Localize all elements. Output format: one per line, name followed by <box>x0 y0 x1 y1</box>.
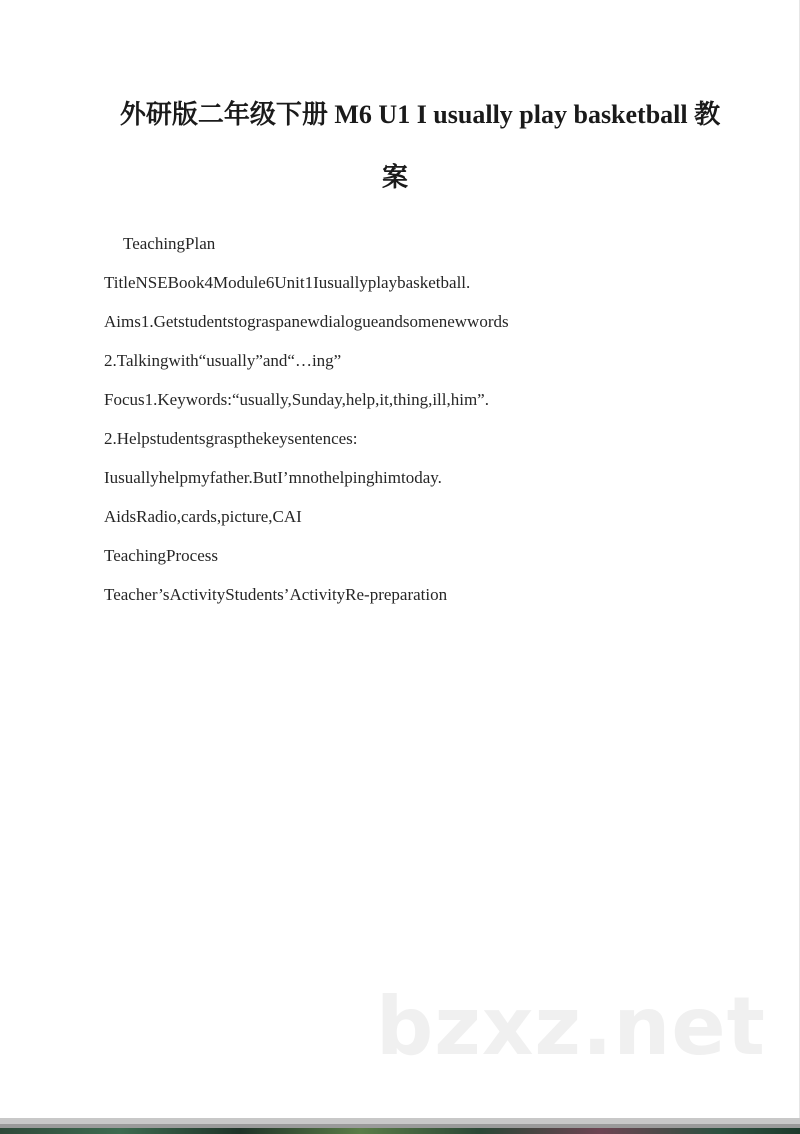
document-title-line-1: 外研版二年级下册 M6 U1 I usually play basketball 教 <box>119 100 721 129</box>
text-line-aims-2: 2.Talkingwith“usually”and“…ing” <box>104 351 342 370</box>
text-line-activities: Teacher’sActivityStudents’ActivityRe-preparation <box>104 585 448 604</box>
bottom-edge-shade <box>0 1118 800 1124</box>
heading-teaching-process: TeachingProcess <box>104 546 218 565</box>
heading-teaching-plan: TeachingPlan <box>123 234 216 253</box>
text-line-key-sentence: Iusuallyhelpmyfather.ButI’mnothelpinghimtoday. <box>104 468 442 487</box>
text-line-aims: Aims1.Getstudentstograspanewdialogueandsomenewwords <box>104 312 509 331</box>
bottom-edge-bar <box>0 1118 800 1134</box>
text-line-title: TitleNSEBook4Module6Unit1Iusuallyplaybasketball. <box>104 273 471 292</box>
text-line-focus-2: 2.Helpstudentsgraspthekeysentences: <box>104 429 358 448</box>
document-title-line-2: 案 <box>381 163 408 192</box>
text-line-aids: AidsRadio,cards,picture,CAI <box>104 507 302 526</box>
text-line-focus: Focus1.Keywords:“usually,Sunday,help,it,thing,ill,him”. <box>104 390 489 409</box>
watermark: bzxz.net <box>376 980 766 1073</box>
bottom-edge-strip <box>0 1128 800 1134</box>
